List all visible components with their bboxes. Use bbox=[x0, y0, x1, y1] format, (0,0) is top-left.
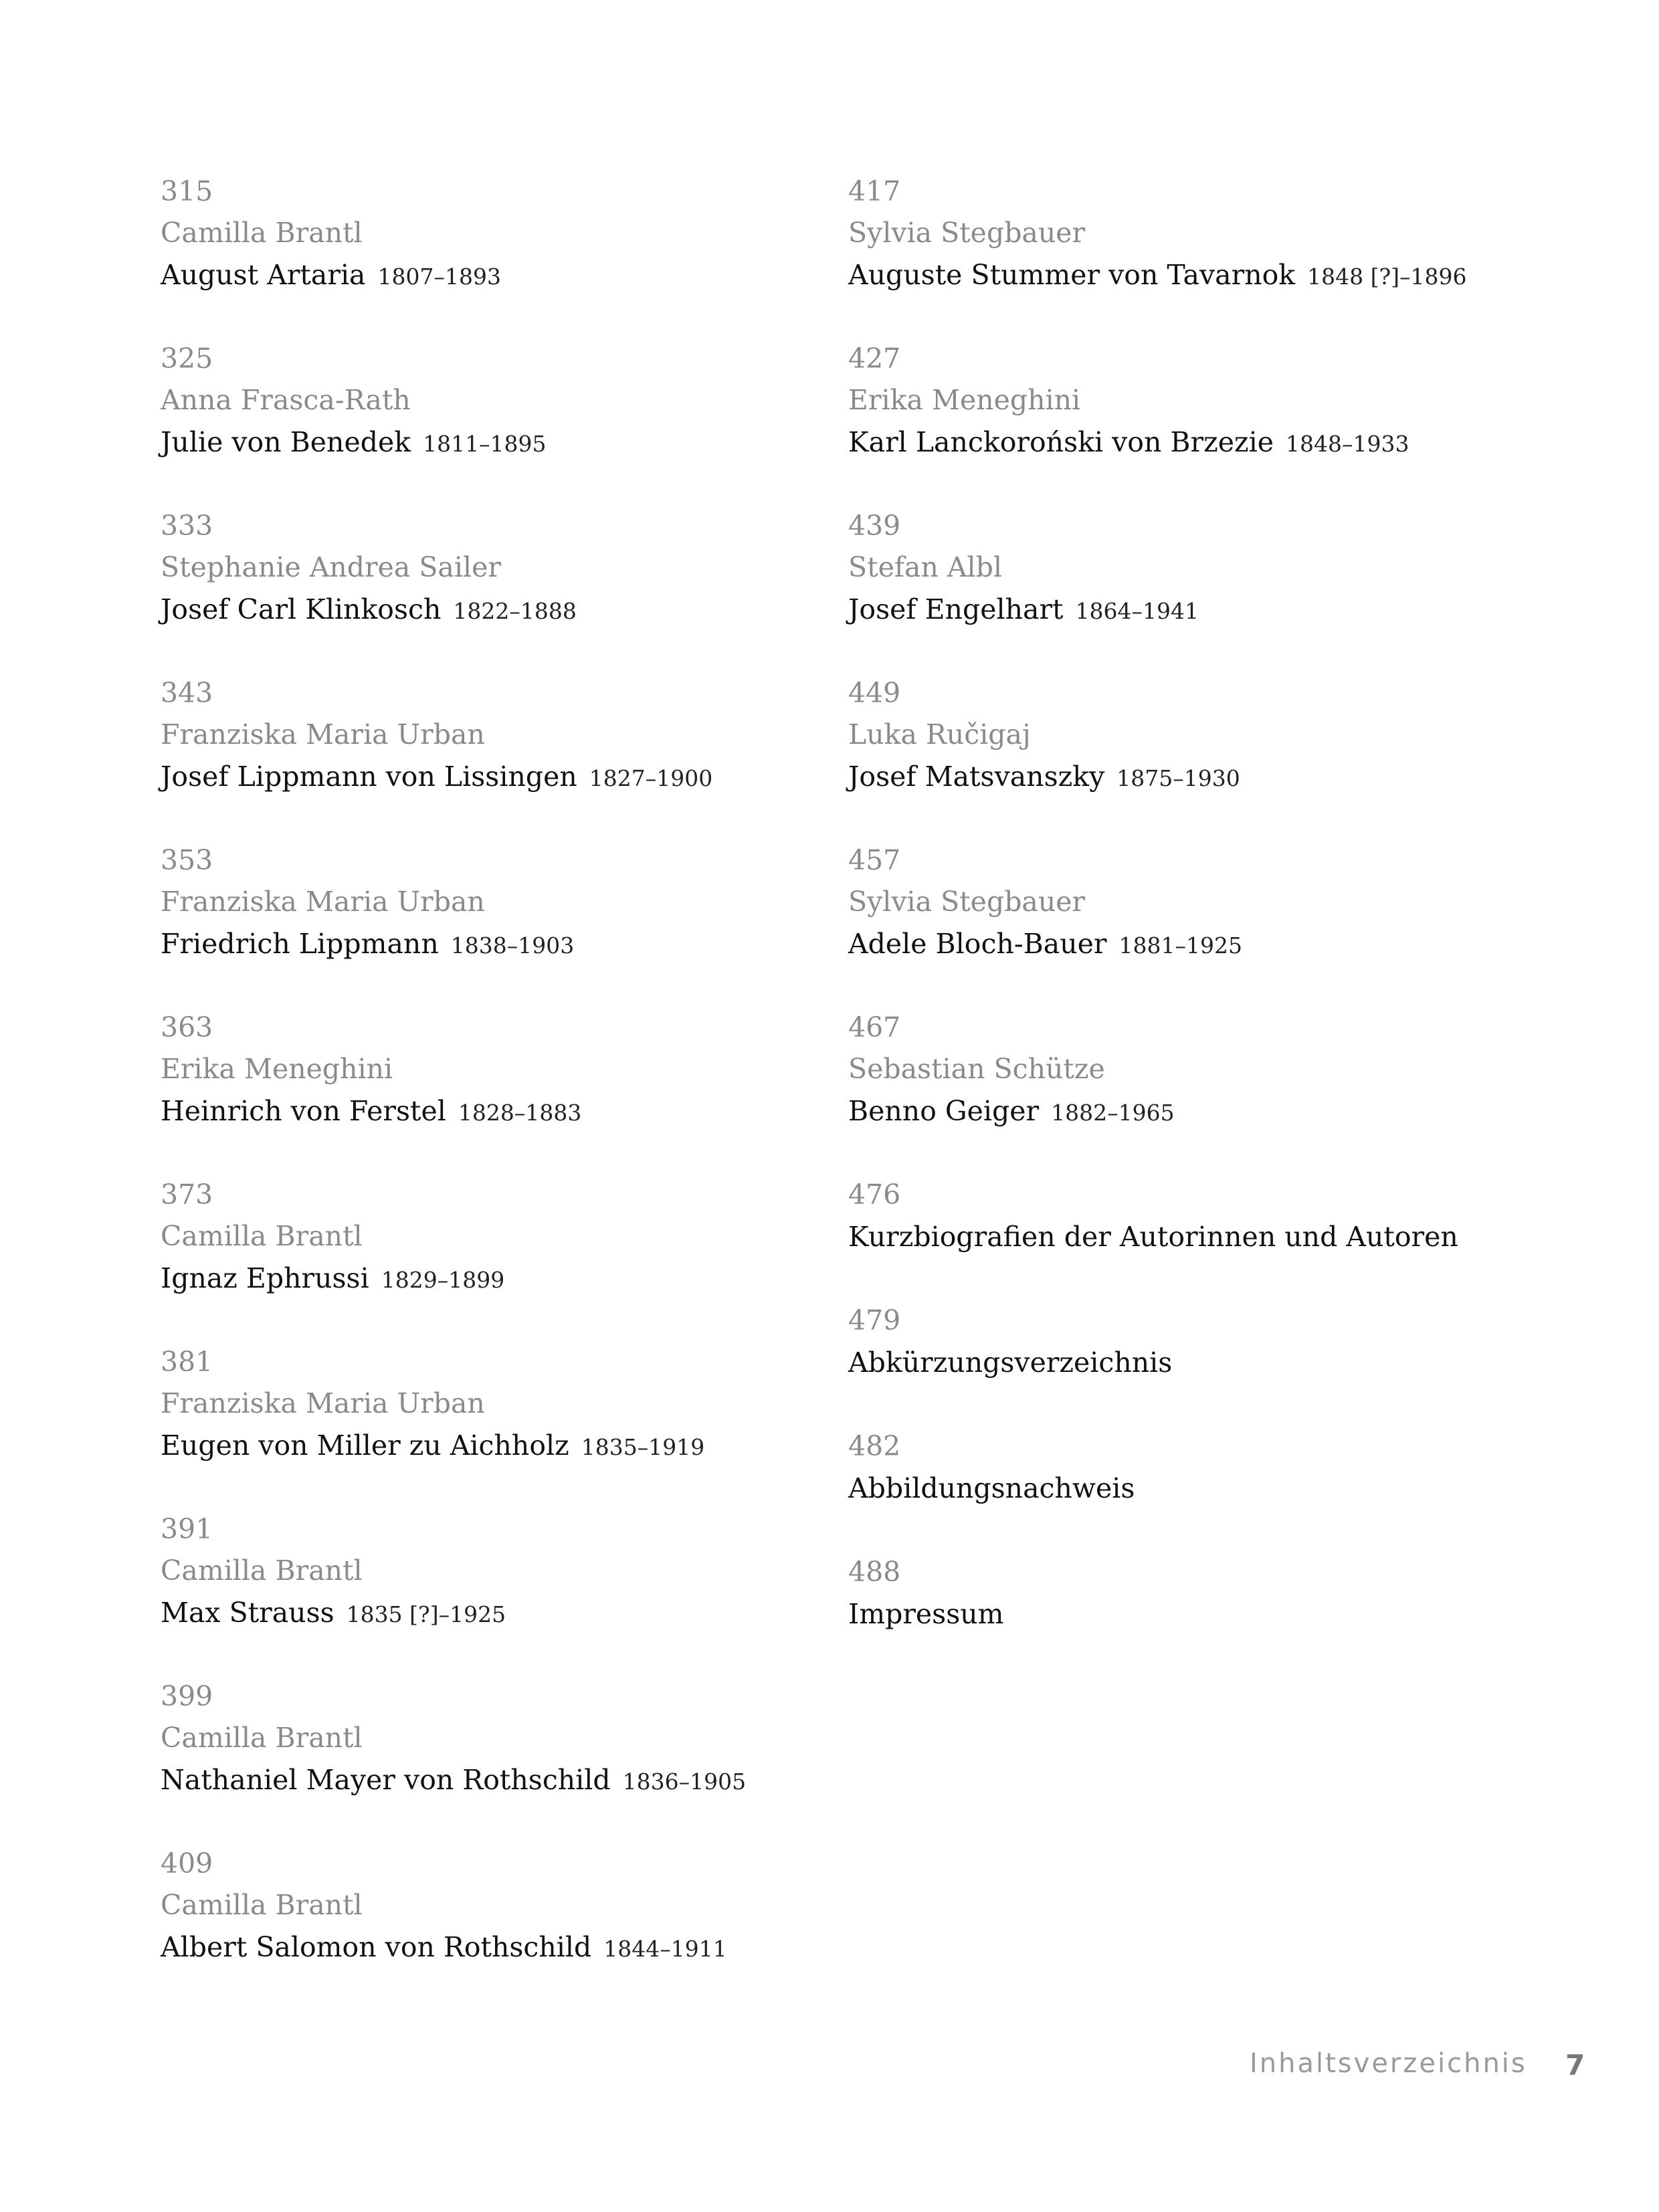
essay-author: Camilla Brantl bbox=[161, 217, 363, 249]
page-number: 488 bbox=[848, 1556, 901, 1588]
toc-entry[interactable] bbox=[848, 338, 1517, 464]
entry-title: Kurzbiografien der Autorinnen und Autoren bbox=[848, 1221, 1458, 1253]
essay-author: Sebastian Schütze bbox=[848, 1053, 1105, 1085]
entry-title-line bbox=[848, 922, 1517, 965]
entry-title: Impressum bbox=[848, 1598, 1004, 1630]
toc-entry[interactable] bbox=[161, 1843, 816, 1969]
toc-entry[interactable] bbox=[161, 672, 816, 798]
page-number: 315 bbox=[161, 175, 213, 207]
entry-title-line bbox=[161, 588, 816, 631]
entry-title: Heinrich von Ferstel bbox=[161, 1095, 446, 1127]
entry-title: Ignaz Ephrussi bbox=[161, 1262, 369, 1294]
entry-title: Max Strauss bbox=[161, 1597, 334, 1629]
essay-author: Franziska Maria Urban bbox=[161, 886, 485, 918]
entry-years: 1811–1895 bbox=[423, 431, 547, 457]
entry-title: Albert Salomon von Rothschild bbox=[161, 1931, 592, 1963]
page-number: 409 bbox=[161, 1847, 213, 1880]
essay-author: Erika Meneghini bbox=[161, 1053, 393, 1085]
essay-author: Stefan Albl bbox=[848, 551, 1002, 583]
entry-title-line bbox=[161, 1424, 816, 1467]
entry-years: 1827–1900 bbox=[589, 765, 713, 791]
entry-title: Julie von Benedek bbox=[161, 426, 411, 458]
entry-years: 1875–1930 bbox=[1116, 765, 1240, 791]
entry-title: Auguste Stummer von Tavarnok bbox=[848, 259, 1296, 291]
toc-entry[interactable] bbox=[161, 505, 816, 631]
running-footer-label: Inhaltsverzeichnis bbox=[1250, 2048, 1527, 2079]
entry-title-line bbox=[848, 254, 1517, 296]
toc-entry[interactable] bbox=[848, 505, 1517, 631]
entry-years: 1864–1941 bbox=[1075, 598, 1199, 624]
entry-title: Josef Matsvanszky bbox=[848, 761, 1105, 793]
entry-years: 1835 [?]–1925 bbox=[346, 1601, 506, 1627]
entry-title: Benno Geiger bbox=[848, 1095, 1040, 1127]
entry-years: 1848–1933 bbox=[1285, 431, 1409, 457]
essay-author: Sylvia Stegbauer bbox=[848, 886, 1086, 918]
toc-entry[interactable] bbox=[161, 171, 816, 296]
toc-entry[interactable] bbox=[848, 171, 1517, 296]
entry-years: 1835–1919 bbox=[581, 1434, 705, 1460]
toc-backmatter-entry[interactable] bbox=[848, 1300, 1517, 1384]
essay-author: Camilla Brantl bbox=[161, 1722, 363, 1754]
entry-title: Abbildungsnachweis bbox=[848, 1472, 1135, 1504]
page-number: 343 bbox=[161, 677, 213, 709]
page-number: 449 bbox=[848, 677, 901, 709]
entry-years: 1838–1903 bbox=[450, 932, 575, 959]
page-number: 417 bbox=[848, 175, 901, 207]
entry-title-line bbox=[161, 254, 816, 296]
entry-title-line bbox=[161, 1926, 816, 1969]
essay-author: Anna Frasca-Rath bbox=[161, 384, 411, 416]
toc-entry[interactable] bbox=[848, 672, 1517, 798]
page-number: 399 bbox=[161, 1680, 213, 1712]
entry-title-line bbox=[161, 755, 816, 798]
entry-title-line bbox=[161, 1090, 816, 1132]
toc-entry[interactable] bbox=[161, 1174, 816, 1300]
entry-years: 1807–1893 bbox=[377, 264, 501, 290]
toc-entry[interactable] bbox=[161, 839, 816, 965]
entry-title: August Artaria bbox=[161, 259, 366, 291]
entry-years: 1882–1965 bbox=[1051, 1100, 1175, 1126]
essay-author: Stephanie Andrea Sailer bbox=[161, 551, 501, 583]
page-number: 457 bbox=[848, 844, 901, 876]
entry-title-line bbox=[848, 755, 1517, 798]
page-number: 333 bbox=[161, 510, 213, 542]
page-number: 482 bbox=[848, 1430, 901, 1462]
entry-title-line bbox=[848, 421, 1517, 464]
entry-title: Eugen von Miller zu Aichholz bbox=[161, 1429, 569, 1462]
entry-years: 1836–1905 bbox=[622, 1769, 747, 1795]
entry-title: Friedrich Lippmann bbox=[161, 928, 439, 960]
essay-author: Camilla Brantl bbox=[161, 1554, 363, 1587]
toc-backmatter-entry[interactable] bbox=[848, 1425, 1517, 1510]
entry-title: Nathaniel Mayer von Rothschild bbox=[161, 1764, 611, 1796]
page-number: 476 bbox=[848, 1179, 901, 1211]
page-number: 353 bbox=[161, 844, 213, 876]
entry-title-line bbox=[161, 421, 816, 464]
toc-entry[interactable] bbox=[161, 1508, 816, 1634]
toc-column-right bbox=[848, 171, 1517, 1677]
entry-title-line bbox=[161, 922, 816, 965]
essay-author: Camilla Brantl bbox=[161, 1220, 363, 1252]
entry-years: 1844–1911 bbox=[603, 1936, 727, 1962]
entry-years: 1848 [?]–1896 bbox=[1307, 264, 1467, 290]
toc-entry[interactable] bbox=[848, 839, 1517, 965]
toc-entry[interactable] bbox=[161, 1007, 816, 1132]
toc-column-left bbox=[161, 171, 816, 2010]
entry-title: Josef Lippmann von Lissingen bbox=[161, 761, 577, 793]
entry-title-line bbox=[848, 1090, 1517, 1132]
toc-backmatter-entry[interactable] bbox=[848, 1551, 1517, 1635]
toc-entry[interactable] bbox=[161, 1676, 816, 1801]
entry-years: 1822–1888 bbox=[453, 598, 577, 624]
essay-author: Franziska Maria Urban bbox=[161, 718, 485, 750]
page-number: 373 bbox=[161, 1179, 213, 1211]
page-number: 381 bbox=[161, 1346, 213, 1378]
folio-page-number: 7 bbox=[1565, 2049, 1585, 2082]
page-number: 325 bbox=[161, 342, 213, 375]
entry-title: Josef Engelhart bbox=[848, 593, 1064, 625]
entry-years: 1828–1883 bbox=[458, 1100, 582, 1126]
page-number: 363 bbox=[161, 1011, 213, 1043]
toc-entry[interactable] bbox=[161, 338, 816, 464]
entry-title: Karl Lanckoroński von Brzezie bbox=[848, 426, 1274, 458]
essay-author: Franziska Maria Urban bbox=[161, 1387, 485, 1419]
entry-title-line bbox=[161, 1257, 816, 1300]
toc-entry[interactable] bbox=[848, 1007, 1517, 1132]
entry-years: 1881–1925 bbox=[1118, 932, 1242, 959]
page-number: 467 bbox=[848, 1011, 901, 1043]
entry-title: Abkürzungsverzeichnis bbox=[848, 1346, 1173, 1379]
essay-author: Sylvia Stegbauer bbox=[848, 217, 1086, 249]
entry-years: 1829–1899 bbox=[381, 1267, 505, 1293]
entry-title-line bbox=[161, 1758, 816, 1801]
page-number: 427 bbox=[848, 342, 901, 375]
page-number: 391 bbox=[161, 1513, 213, 1545]
entry-title: Adele Bloch-Bauer bbox=[848, 928, 1107, 960]
essay-author: Camilla Brantl bbox=[161, 1889, 363, 1921]
essay-author: Erika Meneghini bbox=[848, 384, 1081, 416]
entry-title: Josef Carl Klinkosch bbox=[161, 593, 442, 625]
essay-author: Luka Ručigaj bbox=[848, 718, 1031, 750]
page-number: 439 bbox=[848, 510, 901, 542]
toc-backmatter-entry[interactable] bbox=[848, 1174, 1517, 1258]
page-number: 479 bbox=[848, 1304, 901, 1336]
entry-title-line bbox=[161, 1591, 816, 1634]
entry-title-line bbox=[848, 588, 1517, 631]
toc-entry[interactable] bbox=[161, 1341, 816, 1467]
